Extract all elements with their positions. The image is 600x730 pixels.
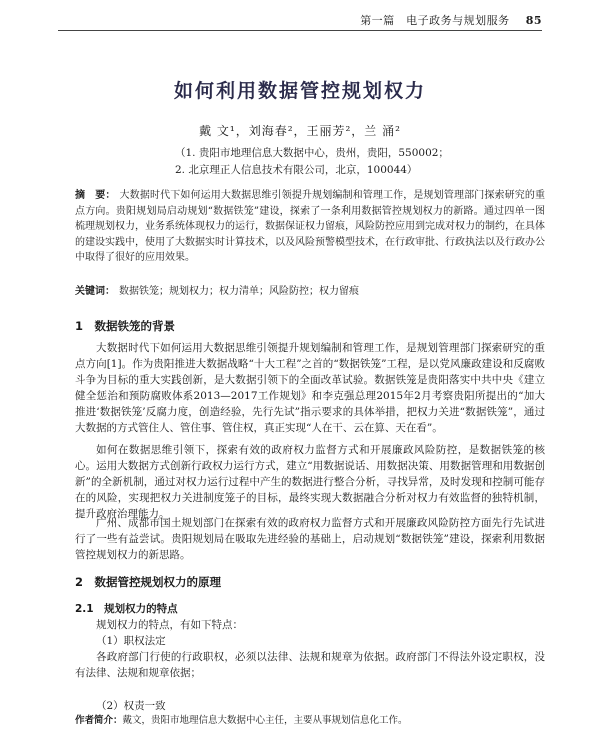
paper-title: 如何利用数据管控规划权力 (173, 80, 426, 102)
abstract (75, 188, 545, 266)
keywords (75, 282, 545, 297)
section-1-paragraph-1: 大数据时代下如何运用大数据思维引领提升规划编制和管理工作，是规划管理部门探索研究的重点方向[1]。作为贵阳推进大数据战略“十大工程”之首的“数据铁笼”工程，是以党风廉政建设和反腐败斗争为目标的重大实践创新，是大数据引领下的全面改革试验。数据铁笼是贵阳落实中共中央《建立健全惩治和预防腐败体系2013—2017工作规划》和李克强总理2015年2月考察贵阳所提出的“加大推进‘数据铁笼’反腐力度，创造经验，先行先试”指示要求的具体举措，把权力关进“数据铁笼”，通过大数据的方式管住人、管住事、管住权，真正实现“人在干、云在算、天在看”。 (75, 342, 545, 434)
page-number: 85 (525, 14, 542, 27)
footnote-label: 作者简介： (75, 715, 123, 726)
affiliation-2: 2. 北京理正人信息技术有限公司，北京，100044） (175, 164, 418, 176)
section-2-heading: 2 数据管控规划权力的原理 (75, 575, 222, 589)
abstract-label: 摘 要： (75, 190, 116, 201)
author-list: 戴 文¹，刘海春²，王丽芳²，兰 涌² (199, 124, 401, 138)
section-2-1-intro: 规划权力的特点，有如下特点： (96, 619, 243, 631)
keywords-text: 数据铁笼；规划权力；权力清单；风险防控；权力留痕 (119, 286, 359, 297)
keywords-label: 关键词： (75, 286, 115, 297)
footnote-text: 戴文，贵阳市地理信息大数据中心主任，主要从事规划信息化工作。 (122, 715, 408, 726)
section-2-1-heading: 2.1 规划权力的特点 (75, 603, 178, 615)
section-1-heading: 1 数据铁笼的背景 (75, 319, 176, 333)
section-2-1-item-2: （2）权责一致 (96, 700, 166, 712)
section-2-1-item-1: （1）职权法定 (96, 635, 166, 647)
section-2-1-item-1-text: 各政府部门行使的行政职权，必须以法律、法规和规章为依据。政府部门不得法外设定职权，没有法律、法规和规章依据； (75, 651, 545, 679)
section-1-paragraph-3: 广州、成都市国土规划部门在探索有效的政府权力监督方式和开展廉政风险防控方面先行先试进行了一些有益尝试。贵阳规划局在吸取先进经验的基础上，启动规划“数据铁笼”建设，探索利用数据管控规划权力的新思路。 (75, 517, 545, 561)
running-head-text: 第一篇 电子政务与规划服务 (360, 14, 510, 27)
running-head (360, 12, 542, 28)
affiliation-1: （1. 贵阳市地理信息大数据中心，贵州，贵阳，550002； (175, 147, 449, 159)
header-rule (58, 30, 542, 31)
abstract-text: 大数据时代下如何运用大数据思维引领提升规划编制和管理工作，是规划管理部门探索研究的重点方向。贵阳规划局启动规划“数据铁笼”建设，探索了一条利用数据管控规划权力的新路。通过四单一图梳理规划权力，业务系统体现权力的运行，数据保证权力留痕，风险防控应用到完成对权力的制约，在具体的建设实践中，使用了大数据实时计算技术，以及风险预警模型技术，在行政审批、行政执法以及行政办公中取得了很好的应用效果。 (75, 190, 546, 263)
section-1-paragraph-2: 如何在数据思维引领下，探索有效的政府权力监督方式和开展廉政风险防控，是数据铁笼的核心。运用大数据方式创新行政权力运行方式，建立“用数据说话、用数据决策、用数据管理和用数据创新”的全新机制，通过对权力运行过程中产生的数据进行整合分析，寻找异常，及时发现和控制可能存在的风险，实现把权力关进制度笼子的目标，最终实现大数据融合分析对权力有效监督的独特机制，提升政府治理能力。 (75, 444, 545, 520)
author-footnote (75, 712, 545, 726)
